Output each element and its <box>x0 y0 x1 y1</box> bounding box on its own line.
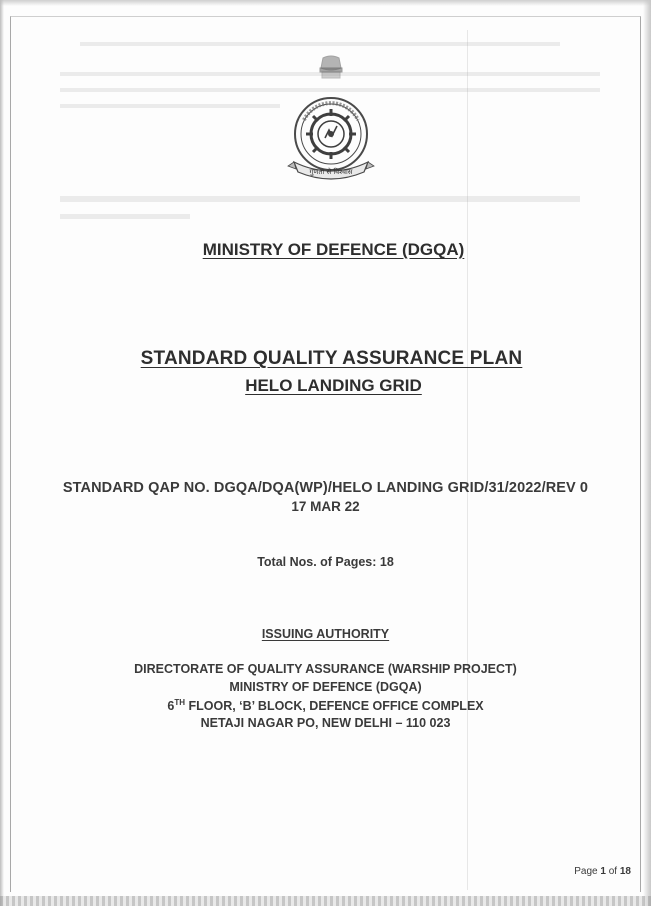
emblem-motto: गुणता से विश्वास <box>309 168 353 176</box>
total-pages: Total Nos. of Pages: 18 <box>257 555 394 569</box>
scan-edge-bottom <box>0 896 651 906</box>
address-line-2: MINISTRY OF DEFENCE (DGQA) <box>229 680 422 694</box>
page-total: 18 <box>619 866 631 877</box>
plan-subject: HELO LANDING GRID <box>245 376 422 395</box>
show-through-text <box>60 214 190 219</box>
address-line-3 <box>0 698 651 713</box>
qap-date: 17 MAR 22 <box>291 499 360 514</box>
page-prefix: Page <box>574 866 601 877</box>
address-line-3-text: FLOOR, ‘B’ BLOCK, DEFENCE OFFICE COMPLEX <box>185 699 484 713</box>
issuing-authority-label: ISSUING AUTHORITY <box>261 627 390 641</box>
show-through-line <box>467 30 468 890</box>
scan-edge-right <box>643 0 651 906</box>
dgqa-emblem-icon <box>276 54 386 194</box>
floor-number: 6 <box>167 699 175 713</box>
page-number <box>574 866 631 877</box>
address-line-1: DIRECTORATE OF QUALITY ASSURANCE (WARSHIP PROJECT) <box>134 662 517 676</box>
show-through-text <box>80 42 560 46</box>
scan-edge-left <box>0 0 4 906</box>
floor-suffix: TH <box>174 698 185 707</box>
show-through-text <box>60 196 580 202</box>
page-of: of <box>605 866 620 877</box>
show-through-text <box>60 104 280 108</box>
qap-number: STANDARD QAP NO. DGQA/DQA(WP)/HELO LANDING GRID/31/2022/REV 0 <box>62 480 589 496</box>
page-current: 1 <box>600 866 606 877</box>
plan-title: STANDARD QUALITY ASSURANCE PLAN <box>140 348 523 369</box>
address-line-4: NETAJI NAGAR PO, NEW DELHI – 110 023 <box>200 716 451 730</box>
scan-edge-top <box>0 0 651 6</box>
ministry-heading: MINISTRY OF DEFENCE (DGQA) <box>202 240 465 259</box>
